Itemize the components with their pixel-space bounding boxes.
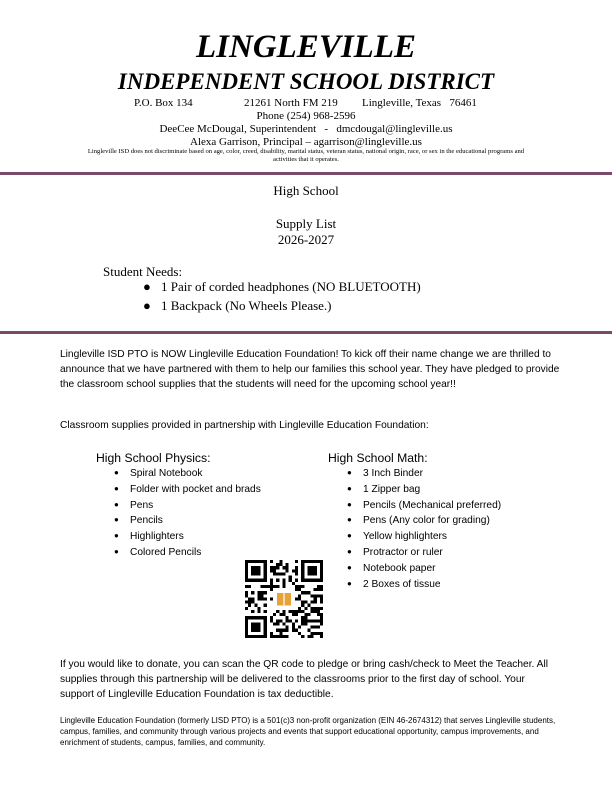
bullet-icon: ● (114, 531, 119, 541)
list-item-text: 2 Boxes of tissue (363, 578, 441, 590)
district-name: LINGLEVILLE (195, 29, 416, 65)
physics-heading: High School Physics: (96, 451, 211, 465)
list-item-text: Yellow highlighters (363, 531, 448, 543)
list-item-text: Pens (130, 499, 154, 511)
list-item (114, 513, 261, 529)
school-year: 2026-2027 (277, 232, 335, 247)
student-needs-label: Student Needs: (103, 264, 183, 279)
need-item (143, 298, 332, 314)
list-item-text: Pencils (130, 515, 163, 527)
need-item-text: 1 Backpack (No Wheels Please.) (161, 298, 332, 313)
bullet-icon: ● (347, 531, 352, 541)
bullet-icon: ● (347, 578, 352, 588)
list-item-text: Spiral Notebook (130, 468, 203, 479)
bullet-icon: ● (347, 546, 352, 556)
list-item (347, 513, 501, 529)
foundation-footer-note: Lingleville Education Foundation (formerly LISD PTO) is a 501(c)3 non-profit organization (EIN 46-2674312) that serves Lingleville students, campus, families, and community through various projects and events that support educational opportunity, campus improvements, and enrichment of students, campus, families, and community. (60, 716, 556, 747)
list-item-text: Folder with pocket and brads (130, 483, 261, 495)
list-item (114, 482, 261, 498)
bullet-icon: ● (114, 468, 119, 477)
list-item (347, 482, 501, 498)
list-item-text: Notebook paper (363, 562, 436, 574)
qr-code-icon[interactable] (245, 560, 323, 638)
list-item-text: Protractor or ruler (363, 546, 443, 558)
list-item (347, 466, 501, 482)
list-item (114, 529, 261, 545)
list-item (114, 466, 261, 482)
bullet-icon: ● (347, 468, 352, 477)
principal-contact: Alexa Garrison, Principal – agarrison@lingleville.us (190, 136, 422, 148)
district-subtitle: INDEPENDENT SCHOOL DISTRICT (117, 69, 495, 94)
bullet-icon: ● (347, 562, 352, 572)
body-divider (0, 331, 612, 334)
physics-supply-list (114, 466, 261, 561)
list-title: Supply List (275, 216, 337, 231)
math-heading: High School Math: (328, 451, 428, 465)
bullet-icon: ● (347, 499, 352, 509)
list-item-text: 3 Inch Binder (363, 468, 424, 479)
bullet-icon: ● (347, 515, 352, 525)
bullet-icon: ● (114, 546, 119, 556)
list-item (347, 529, 501, 545)
bullet-icon: ● (143, 298, 151, 313)
list-item (347, 545, 501, 561)
list-item-text: 1 Zipper bag (363, 483, 421, 495)
header-divider (0, 172, 612, 175)
math-supply-list (347, 466, 501, 592)
city-state-zip: Lingleville, Texas 76461 (362, 97, 477, 109)
list-item (114, 545, 261, 561)
intro-paragraph: Lingleville ISD PTO is NOW Lingleville Education Foundation! To kick off their name change we are thrilled to announce that we have partnered with them to help our families this school year. They have pledged to provide the classroom school supplies that the students will need for the upcoming school year!! (60, 349, 560, 390)
need-item-text: 1 Pair of corded headphones (NO BLUETOOTH) (161, 279, 421, 294)
superintendent-contact: DeeCee McDougal, Superintendent - dmcdougal@lingleville.us (159, 123, 453, 135)
nondiscrimination-statement: Lingleville ISD does not discriminate based on age, color, creed, disability, marital status, veteran status, national origin, race, or sex in the educational programs and activities that it operates. (87, 148, 525, 163)
street-address: 21261 North FM 219 (244, 97, 338, 109)
bullet-icon: ● (114, 515, 119, 525)
list-item-text: Pencils (Mechanical preferred) (363, 499, 502, 511)
bullet-icon: ● (347, 483, 352, 493)
bullet-icon: ● (114, 483, 119, 493)
provided-note: Classroom supplies provided in partnership with Lingleville Education Foundation: (60, 420, 429, 431)
list-item-text: Highlighters (130, 531, 184, 543)
school-level: High School (273, 183, 339, 198)
bullet-icon: ● (143, 279, 151, 294)
donate-paragraph: If you would like to donate, you can scan the QR code to pledge or bring cash/check to Meet the Teacher. All supplies through this partnership will be delivered to the classrooms prior to the first day of school. Your support of Lingleville Education Foundation is tax deductible. (60, 659, 548, 700)
gift-box-icon (275, 590, 294, 609)
phone: Phone (254) 968-2596 (256, 110, 356, 122)
list-item-text: Pens (Any color for grading) (363, 515, 490, 527)
list-item (347, 577, 501, 593)
list-item (114, 498, 261, 514)
list-item (347, 498, 501, 514)
need-item (143, 279, 421, 295)
list-item (347, 561, 501, 577)
list-item-text: Colored Pencils (130, 546, 202, 558)
bullet-icon: ● (114, 499, 119, 509)
po-box: P.O. Box 134 (134, 97, 193, 109)
